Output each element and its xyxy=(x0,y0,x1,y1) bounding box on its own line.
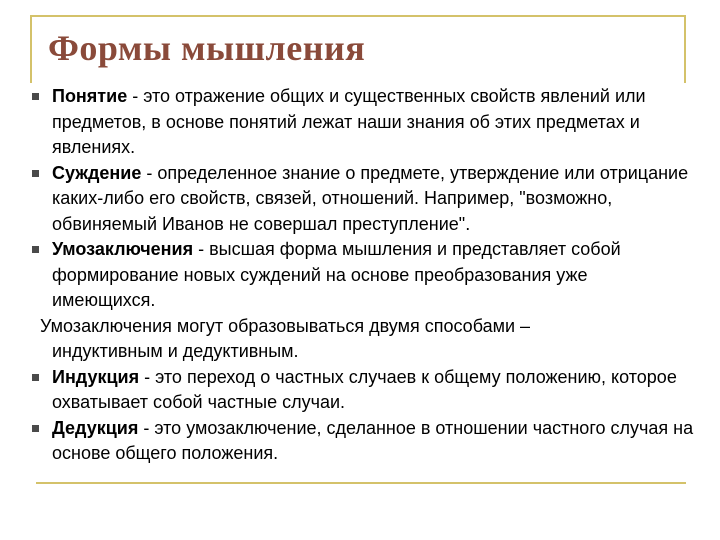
list-item xyxy=(30,84,695,161)
item-text: - это умозаключение, сделанное в отношении частного случая на основе общего положения. xyxy=(52,417,694,463)
square-bullet-icon xyxy=(32,425,39,432)
square-bullet-icon xyxy=(32,170,39,177)
note-line-1: Умозаключения могут образовываться двумя способами – xyxy=(40,315,531,336)
bottom-rule xyxy=(36,482,686,484)
list-item xyxy=(30,237,695,314)
item-text: - это отражение общих и существенных свойств явлений или предметов, в основе понятий лежат наши знания об этих предметах и явлениях. xyxy=(52,86,646,157)
term-induction: Индукция xyxy=(52,366,140,387)
item-text: - высшая форма мышления и представляет собой формирование новых суждений на основе преобразования уже имеющихся. xyxy=(52,239,621,310)
item-text: - определенное знание о предмете, утверждение или отрицание каких-либо его свойств, связей, отношений. Например, "возможно, обвиняемый Иванов не совершал преступление". xyxy=(52,162,689,234)
square-bullet-icon xyxy=(32,374,39,381)
term-concept: Понятие xyxy=(52,86,128,106)
note-line-2: индуктивным и дедуктивным. xyxy=(52,341,299,361)
slide-content xyxy=(30,84,695,467)
right-rule xyxy=(684,15,686,83)
top-rule xyxy=(30,15,685,17)
square-bullet-icon xyxy=(32,246,39,253)
square-bullet-icon xyxy=(32,93,39,100)
list-item xyxy=(30,416,695,467)
note-paragraph xyxy=(30,314,695,365)
item-text: - это переход о частных случаев к общему положению, которое охватывает собой частные случаи. xyxy=(52,366,677,412)
term-deduction: Дедукция xyxy=(52,417,139,438)
list-item xyxy=(30,365,695,416)
slide-title: Формы мышления xyxy=(48,28,366,68)
term-inference: Умозаключения xyxy=(52,239,194,259)
left-rule xyxy=(30,15,32,83)
list-item xyxy=(30,161,695,238)
term-judgement: Суждение xyxy=(52,162,142,183)
